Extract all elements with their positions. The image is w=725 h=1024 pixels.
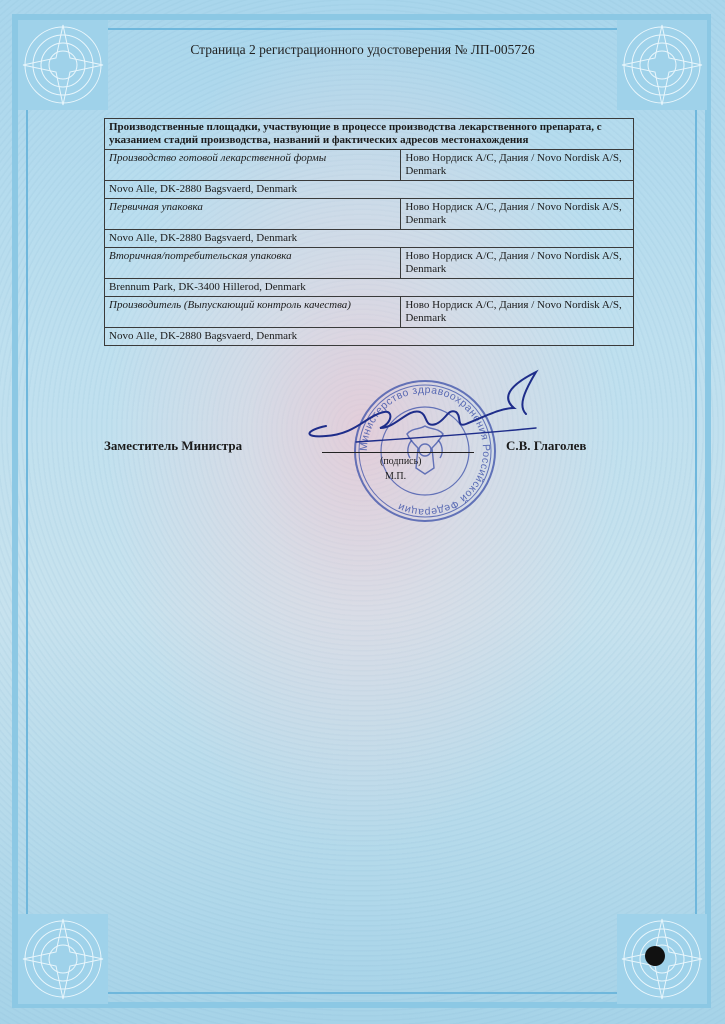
corner-rosette-bottom-left xyxy=(18,914,108,1004)
table-header-row xyxy=(105,119,634,150)
stage-cell: Первичная упаковка xyxy=(105,199,401,230)
production-sites-table xyxy=(104,118,634,346)
table-header-cell: Производственные площадки, участвующие в процессе производства лекарственного препарата, с указанием стадий производства, названий и фактических адресов местонахождения xyxy=(105,119,634,150)
address-cell: Novo Alle, DK-2880 Bagsvaerd, Denmark xyxy=(105,181,634,199)
corner-rosette-top-right xyxy=(617,20,707,110)
table-row xyxy=(105,181,634,199)
manufacturer-cell: Ново Нордиск А/С, Дания / Novo Nordisk A/S, Denmark xyxy=(401,248,634,279)
address-cell: Brennum Park, DK-3400 Hillerod, Denmark xyxy=(105,279,634,297)
manufacturer-cell: Ново Нордиск А/С, Дания / Novo Nordisk A/S, Denmark xyxy=(401,150,634,181)
table-row xyxy=(105,248,634,279)
signatory-name: С.В. Глаголев xyxy=(506,438,587,453)
page-title: Страница 2 регистрационного удостоверения № ЛП-005726 xyxy=(190,42,535,57)
manufacturer-cell: Ново Нордиск А/С, Дания / Novo Nordisk A/S, Denmark xyxy=(401,199,634,230)
stage-cell: Производство готовой лекарственной формы xyxy=(105,150,401,181)
address-cell: Novo Alle, DK-2880 Bagsvaerd, Denmark xyxy=(105,230,634,248)
punch-hole xyxy=(645,946,665,966)
table-row xyxy=(105,150,634,181)
table-row xyxy=(105,297,634,328)
signature-line xyxy=(322,452,474,453)
stage-cell: Вторичная/потребительская упаковка xyxy=(105,248,401,279)
manufacturer-cell: Ново Нордиск А/С, Дания / Novo Nordisk A/S, Denmark xyxy=(401,297,634,328)
stamp-ring-text: Министерство здравоохранения Российской Федерации xyxy=(357,383,493,519)
corner-rosette-top-left xyxy=(18,20,108,110)
stage-cell: Производитель (Выпускающий контроль качества) xyxy=(105,297,401,328)
signature-caption: (подпись) xyxy=(380,456,422,467)
table-row xyxy=(105,199,634,230)
signatory-position: Заместитель Министра xyxy=(104,438,243,453)
address-cell: Novo Alle, DK-2880 Bagsvaerd, Denmark xyxy=(105,328,634,346)
table-row xyxy=(105,279,634,297)
table-row xyxy=(105,328,634,346)
stamp-place-mark: М.П. xyxy=(385,471,407,482)
table-row xyxy=(105,230,634,248)
